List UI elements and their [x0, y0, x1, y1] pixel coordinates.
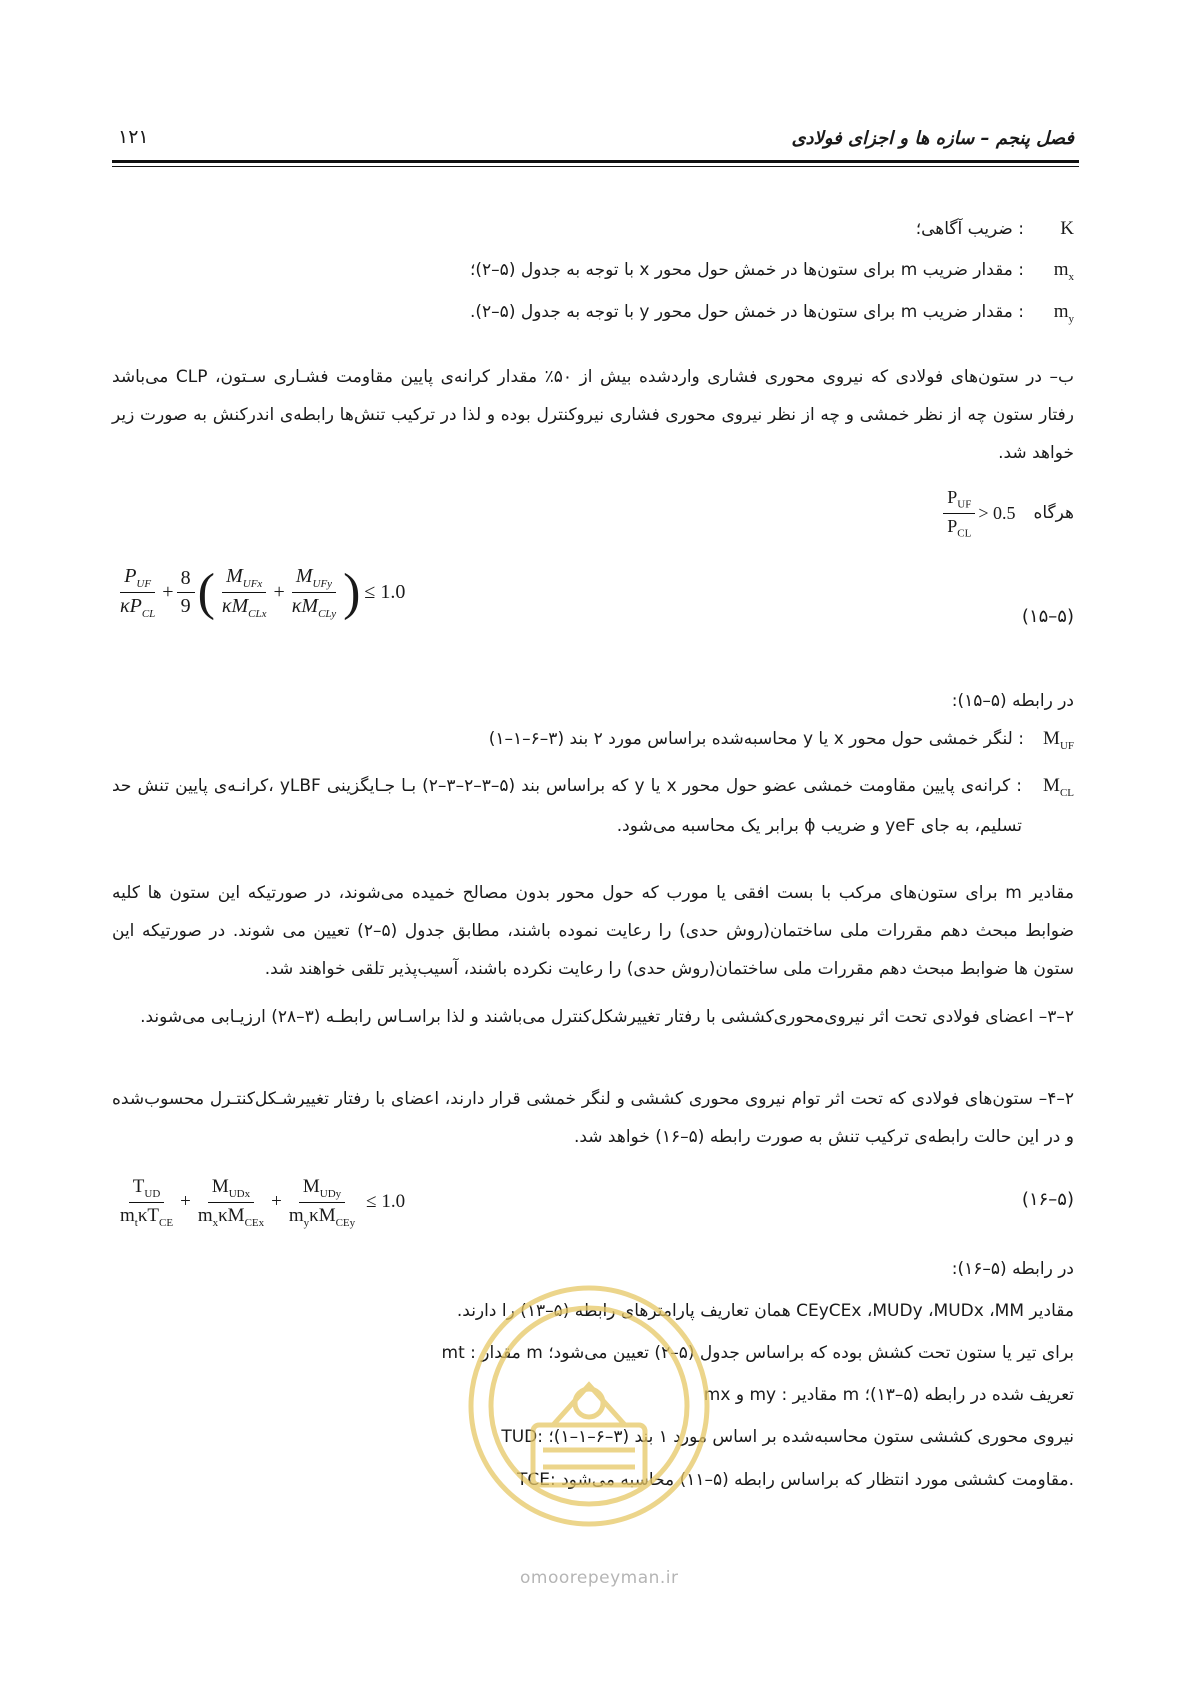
def-m-uf-text: : لنگر خمشی حول محور x یا y محاسبه‌شده براساس مورد ۲ بند (۳–۶–۱–۱)	[488, 729, 1024, 749]
def-m-cl-text: : کرانه‌ی پایین مقاومت خمشی عضو حول محور x یا y که براساس بند (۵–۳–۲–۳–۲) بـا جـایگزینی F‏yLB ،کرانـه‌ی پایین تنش حد تسلیم، به جای F‏ye و ضریب ϕ برابر یک محاسبه می‌شود.	[112, 776, 1023, 836]
header-rule-thick	[112, 160, 1079, 163]
def-tce: T‏CE: مقاومت کششی مورد انتظار که براساس رابطه (۵–۱۱) محاسبه می‌شود.	[517, 1470, 1074, 1490]
paragraph-2-4: ۲–۴– ستون‌های فولادی که تحت اثر توام نیروی محوری کششی و لنگر خمشی قرار دارند، اعضای با رفتار تغییرشـکل‌کنتـرل محسوب‌شده و در این حالت رابطه‌ی ترکیب تنش به صورت رابطه (۵–۱۶) خواهد شد.	[112, 1089, 1074, 1147]
condition-label: هرگاه	[1033, 503, 1074, 524]
condition-expr: $\frac{P_{UF}}{P_{CL}}$ > 0.5	[940, 487, 1015, 539]
chapter-title: فصل پنجم – سازه ها و اجزای فولادی	[791, 128, 1074, 149]
def-mx-text: : مقدار ضریب m برای ستون‌ها در خمش حول محور x با توجه به جدول (۵–۲)؛	[469, 260, 1024, 280]
header-rule-thin	[112, 166, 1079, 167]
def-my	[470, 301, 1074, 325]
def-params: مقادیر M‏UDx ،M‏UDy ،M‏CEx ،M‏CEy همان تعاریف پارامترهای رابطه (۵–۱۳) را دارند.	[456, 1301, 1074, 1321]
in-relation-15: در رابطه (۵–۱۵):	[951, 691, 1074, 711]
def-m-uf	[489, 728, 1074, 752]
def-mt: m‏t : مقدار m برای تیر یا ستون تحت کشش بوده که براساس جدول (۵–۲) تعیین می‌شود؛	[441, 1343, 1074, 1363]
symbol-mx: $m_x$	[1053, 259, 1074, 283]
page-number: ۱۲۱	[118, 126, 149, 148]
paragraph-b: ب– در ستون‌های فولادی که نیروی محوری فشاری واردشده بیش از ۵۰٪ مقدار کرانه‌ی پایین مقاومت فشـاری سـتون، P‏CL می‌باشد رفتار ستون چه از نظر خمشی و چه از نظر نیروی محوری فشاری نیروکنترل بوده و لذا در ترکیب تنش‌ها رابطه‌ی اندرکنش به صورت زیر خواهد شد.	[112, 367, 1074, 463]
def-k	[916, 218, 1074, 240]
in-relation-16: در رابطه (۵–۱۶):	[951, 1259, 1074, 1279]
condition	[940, 487, 1074, 539]
equation-15: $\frac{P_{UF}}{\kappa P_{CL}}$ + $\frac{8}{9}$ ( $\frac{M_{UFx}}{\kappa M_{CLx}}$ + $\frac{M_{UFy}}{\kappa M_{CLy}}$ ) ≤ 1.0	[120, 563, 406, 621]
equation-16: $\frac{T_{UD}}{m_t\kappa T_{CE}}$ + $\frac{M_{UDx}}{m_x\kappa M_{CEx}}$ + $\frac{M_{UDy}}{m_y\kappa M_{CEy}}$ ≤ 1.0	[120, 1176, 406, 1229]
def-mx-my: m‏x و m‏y : مقادیر m تعریف شده در رابطه (۵–۱۳)؛	[703, 1385, 1074, 1405]
def-tud: T‏UD: نیروی محوری کششی ستون محاسبه‌شده بر اساس مورد ۱ بند (۳–۶–۱–۱)؛	[501, 1427, 1074, 1447]
def-my-text: : مقدار ضریب m برای ستون‌ها در خمش حول محور y با توجه به جدول (۵–۲).	[469, 302, 1024, 322]
equation-16-number: (۵–۱۶)	[1021, 1189, 1074, 1210]
watermark-url: omoorepeyman.ir	[520, 1568, 679, 1588]
symbol-my: $m_y$	[1053, 301, 1074, 325]
symbol-m-uf: $M_{UF}$	[1043, 728, 1074, 752]
equation-15-number: (۵–۱۵)	[1021, 606, 1074, 627]
paragraph-2-3: ۲–۳– اعضای فولادی تحت اثر نیروی‌محوری‌کششی با رفتار تغییرشکل‌کنترل می‌باشند و لذا براسـاس رابطـه (۳–۲۸) ارزیـابی می‌شوند.	[140, 1007, 1074, 1027]
def-mx	[470, 259, 1074, 283]
symbol-m-cl: $M_{CL}$	[1043, 775, 1074, 799]
symbol-k: K	[1060, 218, 1074, 239]
def-m-cl	[112, 766, 1074, 846]
def-k-text: : ضریب آگاهی؛	[915, 219, 1024, 239]
watermark-seal-icon	[458, 1275, 720, 1537]
paragraph-m-values: مقادیر m برای ستون‌های مرکب با بست افقی یا مورب که حول محور بدون مصالح خمیده می‌شوند، در صورتیکه این ستون ها کلیه ضوابط مبحث دهم مقررات ملی ساختمان(روش حدی) را رعایت نموده باشند، مطابق جدول (۵–۲) تعیین می شوند. در صورتیکه این ستون ها ضوابط مبحث دهم مقررات ملی ساختمان(روش حدی) را رعایت نکرده باشند، آسیب‌پذیر تلقی خواهند شد.	[112, 883, 1075, 979]
